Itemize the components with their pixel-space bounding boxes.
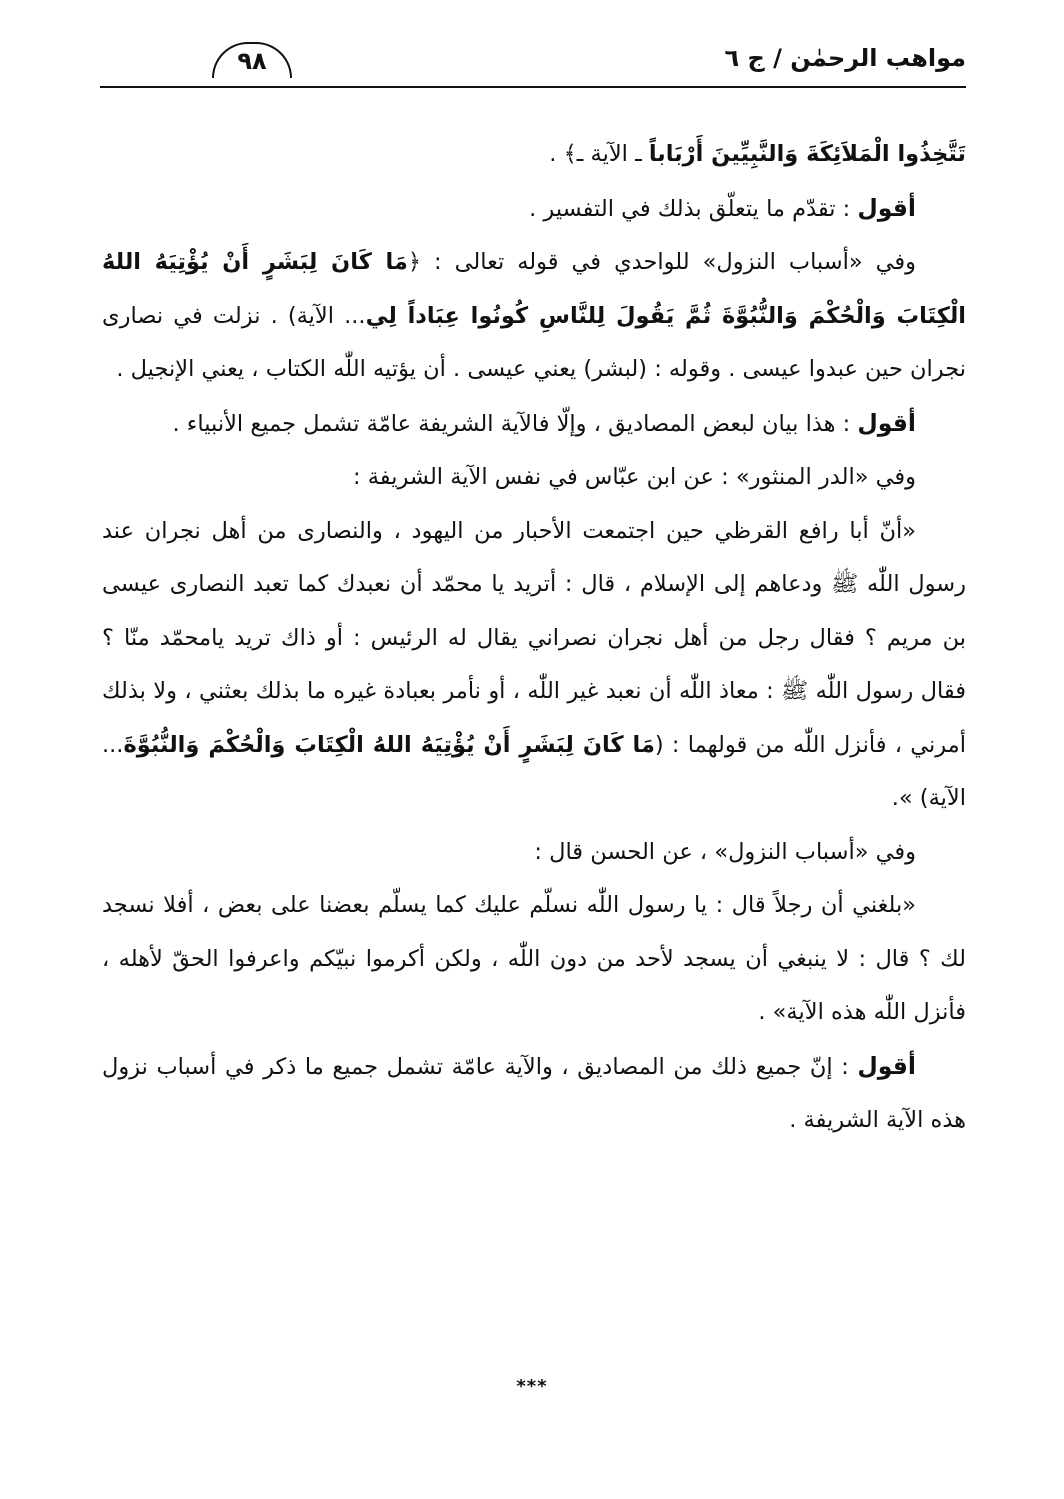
paragraph-text: ... الآية) . نزلت في نصارى نجران حين عبدوا عيسى . وقوله : (لبشر) يعني عيسى . أن يؤتيه اللّٰه الكتاب ، يعني الإنجيل . xyxy=(102,302,966,382)
paragraph-narration-1 xyxy=(102,505,966,826)
paragraph-text: وفي «أسباب النزول» ، عن الحسن قال : xyxy=(534,838,916,865)
paragraph-durr-manthur xyxy=(102,451,966,505)
header-rule xyxy=(100,86,966,88)
running-title: مواهب الرحمٰن / ج ٦ xyxy=(724,44,966,72)
paragraph-text: : تقدّم ما يتعلّق بذلك في التفسير . xyxy=(529,195,858,222)
paragraph-comment-3 xyxy=(102,1040,966,1148)
paragraph-comment-1 xyxy=(102,182,966,237)
aqul-label: أقول xyxy=(857,1051,916,1080)
paragraph-text: ـ الآية ـ﴾ . xyxy=(549,141,649,167)
paragraph-comment-2 xyxy=(102,397,966,452)
quran-verse: تَتَّخِذُوا الْمَلاَئِكَةَ وَالنَّبِيِّينَ أَرْبَاباً xyxy=(648,141,966,167)
paragraph-text: وفي «الدر المنثور» : عن ابن عبّاس في نفس الآية الشريفة : xyxy=(353,464,916,490)
section-divider: *** xyxy=(516,1376,548,1397)
page-header xyxy=(100,40,966,102)
paragraph-wahidi xyxy=(102,236,966,397)
page-number: ٩٨ xyxy=(212,42,292,78)
paragraph-text: «بلغني أن رجلاً قال : يا رسول اللّٰه نسلّم عليك كما يسلّم بعضنا على بعض ، أفلا نسجد لك ؟ قال : لا ينبغي أن يسجد لأحد من دون اللّٰه ، ولكن أكرموا نبيّكم واعرفوا الحقّ لأهله ، فأنزل اللّٰه هذه الآية» . xyxy=(102,892,966,1025)
paragraph-narration-2 xyxy=(102,879,966,1040)
paragraph-text: : هذا بيان لبعض المصاديق ، وإلّا فالآية الشريفة عامّة تشمل جميع الأنبياء . xyxy=(172,410,858,437)
paragraph-asbab-nuzul xyxy=(102,826,966,880)
paragraph-text: وفي «أسباب النزول» للواحدي في قوله تعالى : ﴿ xyxy=(407,249,916,275)
paragraph-text: : إنّ جميع ذلك من المصاديق ، والآية عامّة تشمل جميع ما ذكر في أسباب نزول هذه الآية الشريفة . xyxy=(102,1053,966,1133)
paragraph-text: «أنّ أبا رافع القرظي حين اجتمعت الأحبار من اليهود ، والنصارى من أهل نجران عند رسول اللّٰه ﷺ ودعاهم إلى الإسلام ، قال : أتريد يا محمّد أن نعبدك كما تعبد النصارى عيسى بن مريم ؟ فقال رجل من أهل نجران نصراني يقال له الرئيس : أو ذاك تريد يامحمّد منّا ؟ فقال رسول اللّٰه ﷺ : معاذ اللّٰه أن نعبد غير اللّٰه ، أو نأمر بعبادة غيره ما بذلك بعثني ، ولا بذلك أمرني ، فأنزل اللّٰه من قولهما : ( xyxy=(102,517,966,758)
paragraph-text: ... الآية) ». xyxy=(102,731,966,811)
quran-verse: مَا كَانَ لِبَشَرٍ أَنْ يُؤْتِيَهُ اللهُ الْكِتَابَ وَالْحُكْمَ وَالنُّبُوَّةَ xyxy=(123,731,655,758)
paragraph-verse-continuation xyxy=(102,128,966,182)
quran-verse: مَا كَانَ لِبَشَرٍ أَنْ يُؤْتِيَهُ اللهُ الْكِتَابَ وَالْحُكْمَ وَالنُّبُوَّةَ ثُمَّ يَقُولَ لِلنَّاسِ كُونُوا عِبَاداً لِي xyxy=(102,249,967,329)
aqul-label: أقول xyxy=(857,193,916,222)
aqul-label: أقول xyxy=(857,408,916,437)
page-body xyxy=(102,128,966,1148)
